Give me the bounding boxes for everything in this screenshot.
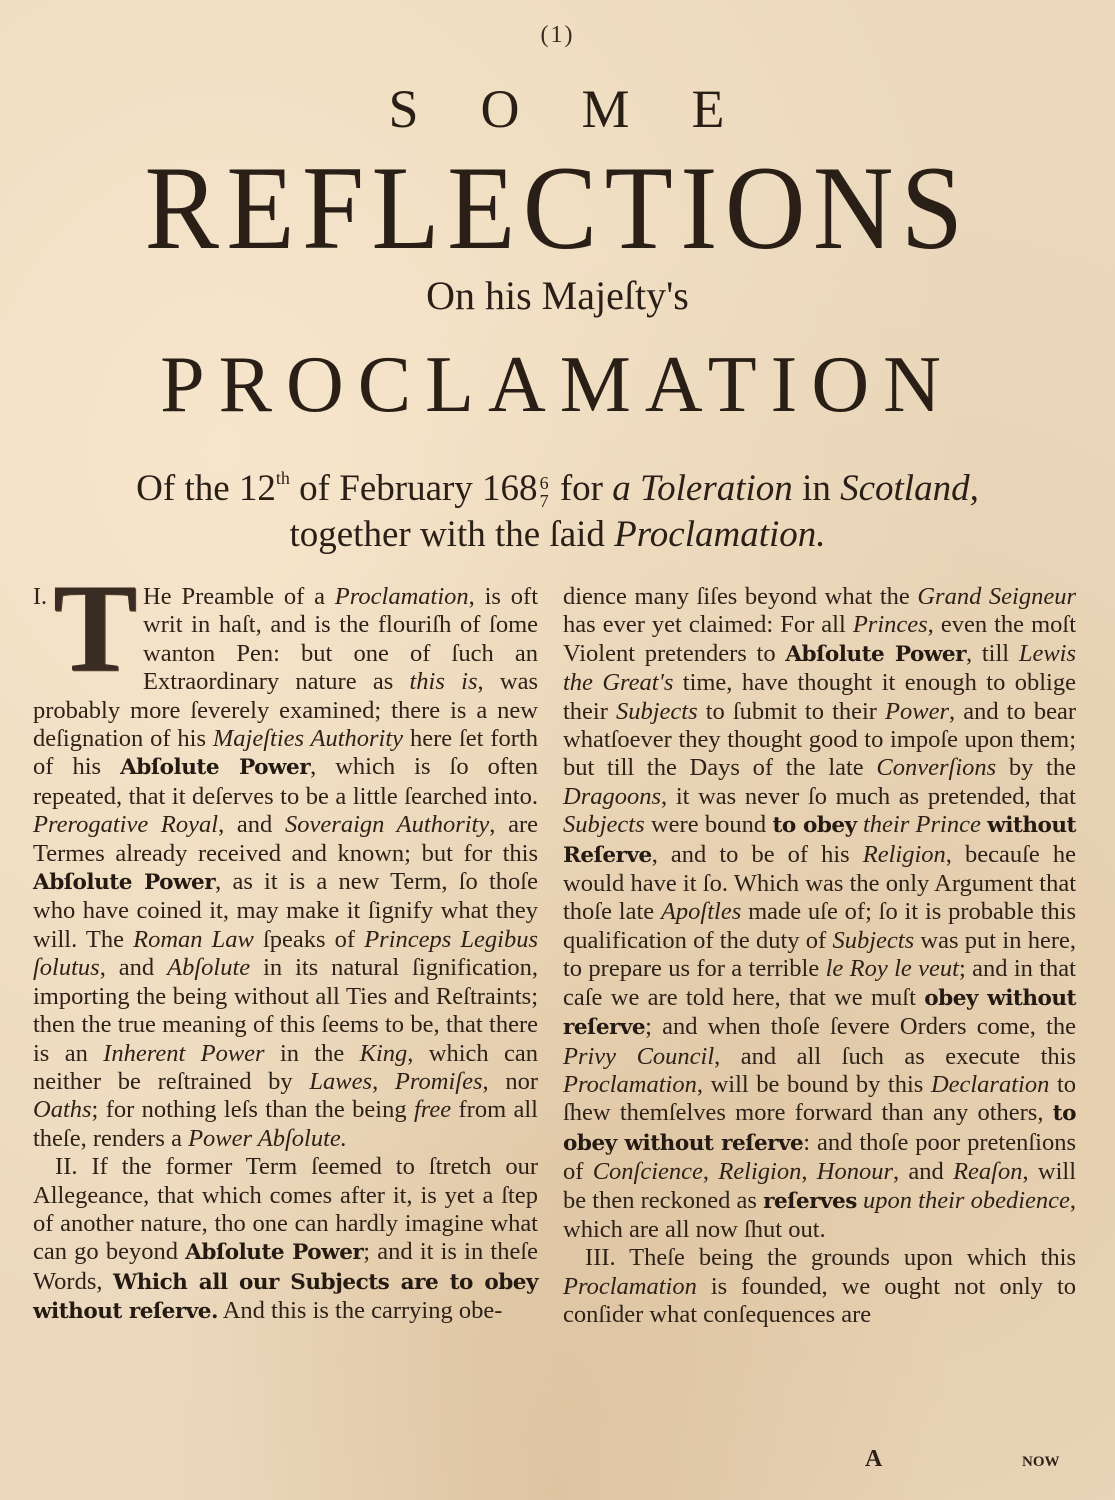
italic-run: Prerogative Royal — [33, 811, 219, 839]
text-run: ; and it is in theſe Words, — [33, 1238, 538, 1295]
paragraph-3 — [563, 1244, 1076, 1329]
italic-run: Proclamation — [334, 583, 469, 610]
text-run: ; and in that caſe we are told here, that we muſt — [563, 955, 1076, 1011]
blackletter-run: Abſolute Power — [185, 1240, 364, 1266]
fraction-bottom: 7 — [539, 490, 549, 511]
paragraph-2 — [33, 1153, 538, 1326]
title-reflections: REFLECTIONS — [144, 141, 971, 274]
blackletter-run: Which all our Subjects are to obey without reſerve. — [33, 1269, 539, 1325]
text-run: , it was never ſo much as pretended, that — [661, 782, 1076, 810]
ordinal-superscript: th — [275, 468, 290, 488]
text-run: , will be bound by this — [696, 1070, 931, 1098]
blackletter-run: to obey without reſerve — [563, 1101, 1076, 1156]
italic-run: Lewis the Great's — [563, 639, 1076, 697]
italic-run: Declaration — [930, 1070, 1050, 1098]
text-run: : and thoſe poor pretenſions of — [563, 1128, 1076, 1186]
italic-run: this is — [409, 668, 478, 696]
text-run: II. If the former Term ſeemed to ſtretch our Allegeance, that which comes after it, is yet a ſtep of another nature, tho one can hardly imagine what can go beyond — [33, 1153, 538, 1266]
italic-run: Honour — [816, 1158, 893, 1186]
subtitle-text: together with the ſaid — [289, 514, 615, 555]
text-run: , and to be of his — [651, 840, 863, 868]
italic-run: Princeps Legibus ſolutus — [33, 925, 538, 982]
italic-run: King — [359, 1039, 408, 1067]
italic-run: Religion — [718, 1158, 802, 1186]
text-run: , and — [99, 954, 168, 982]
text-run: , which can neither be reſtrained by — [33, 1039, 538, 1095]
text-run: time, have thought it enough to oblige their — [563, 669, 1076, 725]
drop-cap-block — [33, 559, 138, 698]
italic-run: le Roy le veut — [825, 955, 959, 983]
section-number: I. — [33, 584, 47, 610]
blackletter-run: Abſolute Power — [785, 641, 966, 667]
italic-run: Inherent Power — [103, 1039, 265, 1067]
text-run: by the — [996, 754, 1076, 782]
text-run: , and — [893, 1158, 954, 1186]
italic-run: Roman Law — [133, 925, 254, 953]
italic-run: Abſolute — [167, 954, 251, 982]
drop-cap: T — [53, 559, 138, 698]
paragraph-text — [563, 583, 1076, 1243]
italic-run: Princes — [852, 611, 928, 639]
text-run: , which are all now ſhut out. — [563, 1186, 1077, 1243]
text-run: , which is ſo often repeated, that it deſerves to be a little ſearched into. — [33, 753, 538, 810]
italic-run: Conſcience — [592, 1158, 703, 1186]
text-run: , and — [218, 811, 286, 839]
text-run: from all theſe, renders a — [33, 1096, 538, 1152]
text-run: , till — [965, 639, 1019, 667]
text-run: to ſubmit to their — [697, 697, 886, 725]
italic-run: Converſions — [876, 754, 997, 782]
text-run: , and to bear whatſoever they thought good to impoſe upon them; but till the Days of the late — [563, 697, 1076, 782]
text-run: were bound — [644, 811, 773, 839]
text-run: , — [801, 1158, 817, 1186]
text-run: , becauſe he would have it ſo. Which was the only Argument that thoſe late — [563, 840, 1076, 926]
title-proclamation: PROCLAMATION — [160, 341, 955, 429]
italic-run: Religion — [862, 840, 946, 868]
italic-run: Promiſes — [394, 1067, 483, 1095]
title-majesty: On his Majeſty's — [426, 273, 689, 318]
text-run: , is oft writ in haſt, and is the flouriſh of ſome wanton Pen: but one of ſuch an Extraordinary nature as — [143, 583, 539, 696]
italic-run: Subjects — [832, 926, 915, 954]
fraction-top: 6 — [539, 472, 549, 493]
text-run: ; for nothing leſs than the being — [91, 1096, 414, 1124]
blackletter-run: to obey — [772, 813, 857, 839]
text-run: made uſe of; ſo it is probable this qualification of the duty of — [563, 898, 1077, 954]
italic-run: Soveraign Authority — [285, 811, 490, 839]
text-run: , will be then reckoned as — [563, 1158, 1077, 1214]
left-column — [33, 559, 539, 1327]
text-run: in the — [264, 1039, 360, 1067]
subtitle-text: for — [550, 468, 613, 509]
text-run: III. Theſe being the grounds upon which this — [585, 1244, 1076, 1272]
italic-run: Grand Seigneur — [917, 583, 1076, 610]
catchword: now — [1022, 1446, 1060, 1471]
year-fraction — [540, 474, 549, 510]
right-column — [563, 583, 1076, 1330]
subtitle-italic: Scotland, — [840, 468, 979, 509]
italic-run: Apoſtles — [660, 898, 742, 926]
paragraph-text — [563, 1244, 1076, 1328]
italic-run: their Prince — [856, 811, 988, 839]
text-run: And this is the carrying obe- — [217, 1297, 503, 1325]
subtitle-line-1 — [0, 455, 1115, 512]
blackletter-run: Abſolute Power — [120, 755, 311, 781]
italic-run: upon their obedience — [856, 1186, 1070, 1214]
text-run: in its natural ſignification, importing the being without all Ties and Reſtraints; then the true meaning of this ſeems to be, that there is an — [33, 954, 538, 1067]
italic-run: Lawes — [309, 1067, 373, 1095]
italic-run: free — [413, 1096, 452, 1124]
text-run: has ever yet claimed: For all — [563, 611, 853, 639]
blackletter-run: without Reſerve — [563, 813, 1076, 868]
subtitle-text: Of the 12 — [136, 468, 276, 509]
text-run: was put in here, to prepare us for a terrible — [563, 926, 1077, 983]
text-run: , as it is a new Term, ſo thoſe who have coined it, may make it ſignify what they will. The — [33, 868, 538, 953]
paragraph-text — [33, 1153, 538, 1324]
text-run: , even the moſt Violent pretenders to — [563, 611, 1076, 667]
blackletter-run: reſerves — [763, 1188, 857, 1214]
subtitle-text: in — [792, 468, 841, 509]
text-run: , — [372, 1067, 395, 1095]
italic-run: Majeſties Authority — [212, 725, 404, 753]
italic-run: Privy Council — [563, 1042, 715, 1070]
signature-mark: A — [865, 1446, 883, 1472]
italic-run: Proclamation — [563, 1070, 697, 1098]
italic-run: Reaſon — [953, 1158, 1023, 1186]
subtitle — [0, 455, 1115, 558]
paragraph-1 — [33, 559, 539, 1153]
italic-run: Subjects — [563, 811, 645, 839]
text-run: ; and when thoſe ſevere Orders come, the — [645, 1013, 1076, 1041]
blackletter-run: obey without reſerve — [563, 985, 1076, 1041]
italic-run: Subjects — [615, 697, 698, 725]
text-run: , was probably more ſeverely examined; there is a new deſignation of his — [33, 668, 538, 753]
italic-run: Power — [885, 697, 950, 725]
text-run: , are Termes already received and known; but for this — [33, 811, 538, 867]
text-run: He Preamble of a — [143, 583, 335, 610]
text-run: here ſet forth of his — [33, 725, 538, 781]
text-run: is founded, we ought not only to conſider what conſequences are — [563, 1272, 1076, 1329]
text-run: , and all ſuch as execute this — [714, 1042, 1077, 1070]
subtitle-text: of February 168 — [289, 468, 538, 509]
blackletter-run: Abſolute Power — [33, 870, 216, 896]
italic-run: Power Abſolute. — [188, 1124, 347, 1152]
page-number: (1) — [540, 22, 575, 48]
subtitle-line-2 — [0, 512, 1115, 558]
italic-run: Oaths — [33, 1096, 92, 1124]
subtitle-italic: Proclamation. — [614, 514, 826, 555]
title-some: SOME — [388, 79, 787, 139]
subtitle-italic: a Toleration — [612, 468, 793, 509]
italic-run: Dragoons — [563, 782, 662, 810]
paragraph-continued — [563, 583, 1076, 1244]
text-run: ſpeaks of — [253, 925, 365, 953]
italic-run: Proclamation — [563, 1272, 697, 1300]
text-run: to ſhew themſelves more forward than any others, — [563, 1070, 1076, 1127]
text-run: , — [702, 1158, 719, 1186]
text-run: dience many ſiſes beyond what the — [563, 583, 918, 610]
text-run: , nor — [482, 1067, 538, 1095]
